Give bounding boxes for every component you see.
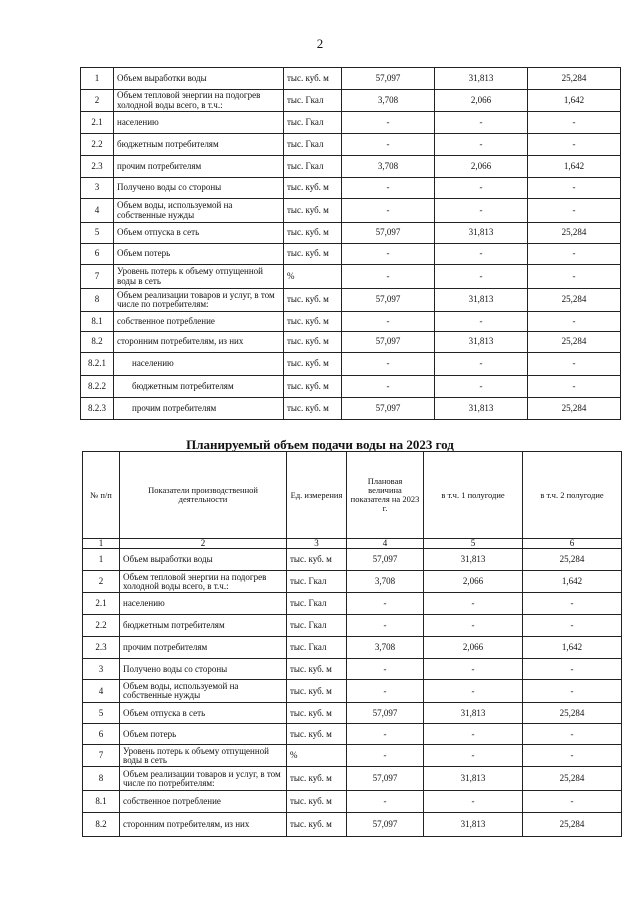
- row-value-plan: 57,097: [347, 703, 424, 724]
- table-row: [81, 265, 621, 289]
- row-value-half1: -: [435, 312, 528, 332]
- row-value-plan: -: [342, 112, 435, 134]
- row-number: 8: [81, 289, 114, 312]
- row-value-half1: 31,813: [435, 332, 528, 353]
- table-row: [81, 244, 621, 265]
- row-value-half1: -: [424, 615, 523, 637]
- table-title: Планируемый объем подачи воды на 2023 год: [186, 437, 454, 452]
- row-indicator: Объем тепловой энергии на подогрев холодной воды всего, в т.ч.:: [114, 90, 284, 112]
- row-value-plan: -: [342, 312, 435, 332]
- row-unit: тыс. куб. м: [284, 244, 342, 265]
- header-indicator: Показатели производственной деятельности: [120, 452, 287, 539]
- row-value-half2: 25,284: [528, 223, 621, 244]
- row-indicator: прочим потребителям: [120, 637, 287, 659]
- header-half1: в т.ч. 1 полугодие: [424, 452, 523, 539]
- row-indicator: Объем воды, используемой на собственные нужды: [120, 680, 287, 703]
- row-unit: тыс. куб. м: [287, 680, 347, 703]
- row-unit: тыс. Гкал: [284, 112, 342, 134]
- row-value-half1: -: [424, 593, 523, 615]
- table-row: [81, 289, 621, 312]
- row-value-plan: -: [342, 376, 435, 398]
- row-value-half2: -: [528, 312, 621, 332]
- row-number: 7: [81, 265, 114, 289]
- row-number: 2: [83, 571, 120, 593]
- row-unit: %: [284, 265, 342, 289]
- row-value-half1: 31,813: [435, 289, 528, 312]
- row-number: 8.1: [81, 312, 114, 332]
- row-indicator: бюджетным потребителям: [120, 615, 287, 637]
- row-value-half1: 2,066: [435, 90, 528, 112]
- row-number: 4: [83, 680, 120, 703]
- row-number: 2: [81, 90, 114, 112]
- table-row: [83, 593, 622, 615]
- row-value-half1: 2,066: [435, 156, 528, 178]
- row-value-half2: -: [528, 265, 621, 289]
- row-indicator: Получено воды со стороны: [120, 659, 287, 680]
- table-row: [81, 68, 621, 90]
- row-unit: тыс. куб. м: [287, 813, 347, 837]
- row-value-half1: -: [435, 244, 528, 265]
- row-value-plan: 3,708: [347, 571, 424, 593]
- row-value-half1: 31,813: [424, 703, 523, 724]
- row-number: 6: [81, 244, 114, 265]
- row-number: 8: [83, 767, 120, 791]
- row-value-half2: 25,284: [528, 332, 621, 353]
- row-value-plan: 3,708: [342, 90, 435, 112]
- table-row: [83, 703, 622, 724]
- row-unit: тыс. Гкал: [287, 615, 347, 637]
- row-unit: тыс. куб. м: [284, 223, 342, 244]
- row-value-plan: -: [347, 615, 424, 637]
- row-value-half1: -: [424, 724, 523, 745]
- row-indicator: бюджетным потребителям: [114, 376, 284, 398]
- table-row: [83, 767, 622, 791]
- row-value-half1: -: [435, 265, 528, 289]
- row-unit: тыс. Гкал: [284, 90, 342, 112]
- row-value-half2: -: [523, 791, 622, 813]
- row-value-half2: -: [528, 199, 621, 223]
- row-value-half1: -: [435, 353, 528, 376]
- row-value-half2: 25,284: [523, 813, 622, 837]
- header-half2: в т.ч. 2 полугодие: [523, 452, 622, 539]
- row-indicator: собственное потребление: [114, 312, 284, 332]
- row-number: 3: [81, 178, 114, 199]
- row-indicator: Объем отпуска в сеть: [120, 703, 287, 724]
- row-unit: %: [287, 745, 347, 767]
- table-row: [83, 549, 622, 571]
- row-value-plan: -: [347, 791, 424, 813]
- row-indicator: Объем потерь: [120, 724, 287, 745]
- row-number: 6: [83, 724, 120, 745]
- row-unit: тыс. куб. м: [287, 659, 347, 680]
- row-indicator: Объем отпуска в сеть: [114, 223, 284, 244]
- page-number: 2: [316, 36, 324, 51]
- row-value-half1: 31,813: [435, 398, 528, 420]
- row-value-plan: -: [347, 680, 424, 703]
- row-indicator: Объем потерь: [114, 244, 284, 265]
- table-row: [81, 223, 621, 244]
- row-number: 8.2.2: [81, 376, 114, 398]
- row-value-half1: -: [424, 659, 523, 680]
- row-value-half1: 31,813: [435, 68, 528, 90]
- row-indicator: Объем тепловой энергии на подогрев холодной воды всего, в т.ч.:: [120, 571, 287, 593]
- row-value-plan: 57,097: [342, 332, 435, 353]
- row-value-plan: 57,097: [342, 68, 435, 90]
- row-value-plan: 3,708: [342, 156, 435, 178]
- row-number: 2.1: [83, 593, 120, 615]
- row-indicator: Объем выработки воды: [114, 68, 284, 90]
- row-value-plan: -: [342, 353, 435, 376]
- table-row: [83, 659, 622, 680]
- row-unit: тыс. куб. м: [284, 289, 342, 312]
- row-number: 7: [83, 745, 120, 767]
- column-number-row: [83, 539, 622, 549]
- row-number: 8.2: [83, 813, 120, 837]
- row-value-plan: 3,708: [347, 637, 424, 659]
- row-value-half1: 2,066: [424, 637, 523, 659]
- row-unit: тыс. куб. м: [287, 791, 347, 813]
- row-value-half2: -: [528, 376, 621, 398]
- row-indicator: прочим потребителям: [114, 156, 284, 178]
- row-value-half2: -: [523, 659, 622, 680]
- table-row: [83, 680, 622, 703]
- row-unit: тыс. Гкал: [284, 156, 342, 178]
- row-indicator: Объем реализации товаров и услуг, в том числе по потребителям:: [120, 767, 287, 791]
- row-indicator: прочим потребителям: [114, 398, 284, 420]
- table-row: [83, 791, 622, 813]
- row-indicator: Уровень потерь к объему отпущенной воды в сеть: [120, 745, 287, 767]
- row-indicator: населению: [114, 112, 284, 134]
- row-indicator: населению: [114, 353, 284, 376]
- col-number: 6: [523, 539, 622, 549]
- row-value-plan: -: [342, 244, 435, 265]
- row-value-half2: 25,284: [523, 549, 622, 571]
- col-number: 4: [347, 539, 424, 549]
- row-indicator: Объем реализации товаров и услуг, в том числе по потребителям:: [114, 289, 284, 312]
- row-value-half2: 1,642: [528, 156, 621, 178]
- row-value-plan: 57,097: [347, 813, 424, 837]
- row-value-half1: -: [424, 791, 523, 813]
- table-row: [83, 615, 622, 637]
- row-value-half2: -: [528, 244, 621, 265]
- row-unit: тыс. куб. м: [287, 703, 347, 724]
- row-unit: тыс. куб. м: [284, 199, 342, 223]
- row-value-half2: 25,284: [523, 767, 622, 791]
- row-unit: тыс. куб. м: [284, 332, 342, 353]
- row-indicator: Объем воды, используемой на собственные нужды: [114, 199, 284, 223]
- table-row: [81, 398, 621, 420]
- row-unit: тыс. Гкал: [284, 134, 342, 156]
- row-number: 8.1: [83, 791, 120, 813]
- table-row: [81, 90, 621, 112]
- table-row: [83, 724, 622, 745]
- row-indicator: Объем выработки воды: [120, 549, 287, 571]
- row-value-half1: -: [424, 745, 523, 767]
- row-number: 4: [81, 199, 114, 223]
- row-value-plan: 57,097: [347, 767, 424, 791]
- row-value-half2: -: [528, 134, 621, 156]
- row-value-half1: -: [435, 199, 528, 223]
- row-value-plan: -: [347, 659, 424, 680]
- row-value-half1: 31,813: [435, 223, 528, 244]
- row-unit: тыс. Гкал: [287, 593, 347, 615]
- row-unit: тыс. куб. м: [284, 353, 342, 376]
- row-value-half2: 25,284: [528, 289, 621, 312]
- header-num: № п/п: [83, 452, 120, 539]
- col-number: 5: [424, 539, 523, 549]
- row-number: 2.3: [81, 156, 114, 178]
- header-unit: Ед. измерения: [287, 452, 347, 539]
- row-value-half1: -: [435, 134, 528, 156]
- row-value-half2: -: [528, 353, 621, 376]
- row-indicator: собственное потребление: [120, 791, 287, 813]
- row-unit: тыс. куб. м: [287, 724, 347, 745]
- row-indicator: Уровень потерь к объему отпущенной воды в сеть: [114, 265, 284, 289]
- row-value-half2: -: [523, 724, 622, 745]
- row-value-half2: -: [528, 178, 621, 199]
- row-indicator: населению: [120, 593, 287, 615]
- planned-water-supply-table: [82, 451, 622, 837]
- row-value-plan: -: [342, 134, 435, 156]
- row-value-half2: 1,642: [523, 637, 622, 659]
- row-value-half2: -: [523, 680, 622, 703]
- row-value-plan: -: [347, 745, 424, 767]
- row-value-plan: -: [347, 593, 424, 615]
- row-value-plan: -: [347, 724, 424, 745]
- row-unit: тыс. куб. м: [284, 68, 342, 90]
- table-row: [81, 178, 621, 199]
- table-row: [81, 376, 621, 398]
- row-value-plan: 57,097: [342, 398, 435, 420]
- row-number: 3: [83, 659, 120, 680]
- table-row: [83, 745, 622, 767]
- row-indicator: бюджетным потребителям: [114, 134, 284, 156]
- row-number: 2.2: [81, 134, 114, 156]
- row-value-half1: 2,066: [424, 571, 523, 593]
- table-row: [81, 353, 621, 376]
- table-header-row: [83, 452, 622, 539]
- row-value-plan: 57,097: [342, 223, 435, 244]
- row-unit: тыс. Гкал: [287, 637, 347, 659]
- row-unit: тыс. куб. м: [284, 312, 342, 332]
- row-value-plan: -: [342, 265, 435, 289]
- row-unit: тыс. куб. м: [287, 549, 347, 571]
- row-value-half2: -: [523, 593, 622, 615]
- row-value-half1: -: [435, 376, 528, 398]
- row-value-plan: 57,097: [342, 289, 435, 312]
- row-value-half2: -: [523, 745, 622, 767]
- row-value-half1: 31,813: [424, 549, 523, 571]
- row-value-half2: 25,284: [528, 398, 621, 420]
- row-number: 1: [83, 549, 120, 571]
- table-row: [81, 199, 621, 223]
- row-value-half1: -: [435, 178, 528, 199]
- table-row: [81, 312, 621, 332]
- col-number: 2: [120, 539, 287, 549]
- row-number: 8.2.1: [81, 353, 114, 376]
- row-value-half2: -: [528, 112, 621, 134]
- row-unit: тыс. куб. м: [284, 398, 342, 420]
- row-unit: тыс. куб. м: [284, 376, 342, 398]
- row-unit: тыс. Гкал: [287, 571, 347, 593]
- table-row: [81, 332, 621, 353]
- table-row: [81, 112, 621, 134]
- row-value-half2: 25,284: [523, 703, 622, 724]
- row-indicator: сторонним потребителям, из них: [120, 813, 287, 837]
- row-indicator: сторонним потребителям, из них: [114, 332, 284, 353]
- row-number: 2.3: [83, 637, 120, 659]
- row-number: 1: [81, 68, 114, 90]
- row-value-plan: -: [342, 178, 435, 199]
- water-volume-table-continued: [80, 67, 621, 420]
- row-number: 2.2: [83, 615, 120, 637]
- row-unit: тыс. куб. м: [284, 178, 342, 199]
- row-value-half2: -: [523, 615, 622, 637]
- row-value-half1: 31,813: [424, 813, 523, 837]
- row-value-half2: 1,642: [523, 571, 622, 593]
- row-value-half1: 31,813: [424, 767, 523, 791]
- table-row: [81, 134, 621, 156]
- row-value-half1: -: [435, 112, 528, 134]
- table-row: [81, 156, 621, 178]
- table-row: [83, 813, 622, 837]
- col-number: 1: [83, 539, 120, 549]
- row-number: 8.2: [81, 332, 114, 353]
- row-unit: тыс. куб. м: [287, 767, 347, 791]
- table-row: [83, 637, 622, 659]
- row-indicator: Получено воды со стороны: [114, 178, 284, 199]
- row-value-half2: 1,642: [528, 90, 621, 112]
- header-plan: Плановая величина показателя на 2023 г.: [347, 452, 424, 539]
- row-number: 2.1: [81, 112, 114, 134]
- table-row: [83, 571, 622, 593]
- row-value-half1: -: [424, 680, 523, 703]
- row-number: 5: [81, 223, 114, 244]
- col-number: 3: [287, 539, 347, 549]
- row-value-plan: -: [342, 199, 435, 223]
- row-number: 8.2.3: [81, 398, 114, 420]
- row-value-half2: 25,284: [528, 68, 621, 90]
- row-number: 5: [83, 703, 120, 724]
- row-value-plan: 57,097: [347, 549, 424, 571]
